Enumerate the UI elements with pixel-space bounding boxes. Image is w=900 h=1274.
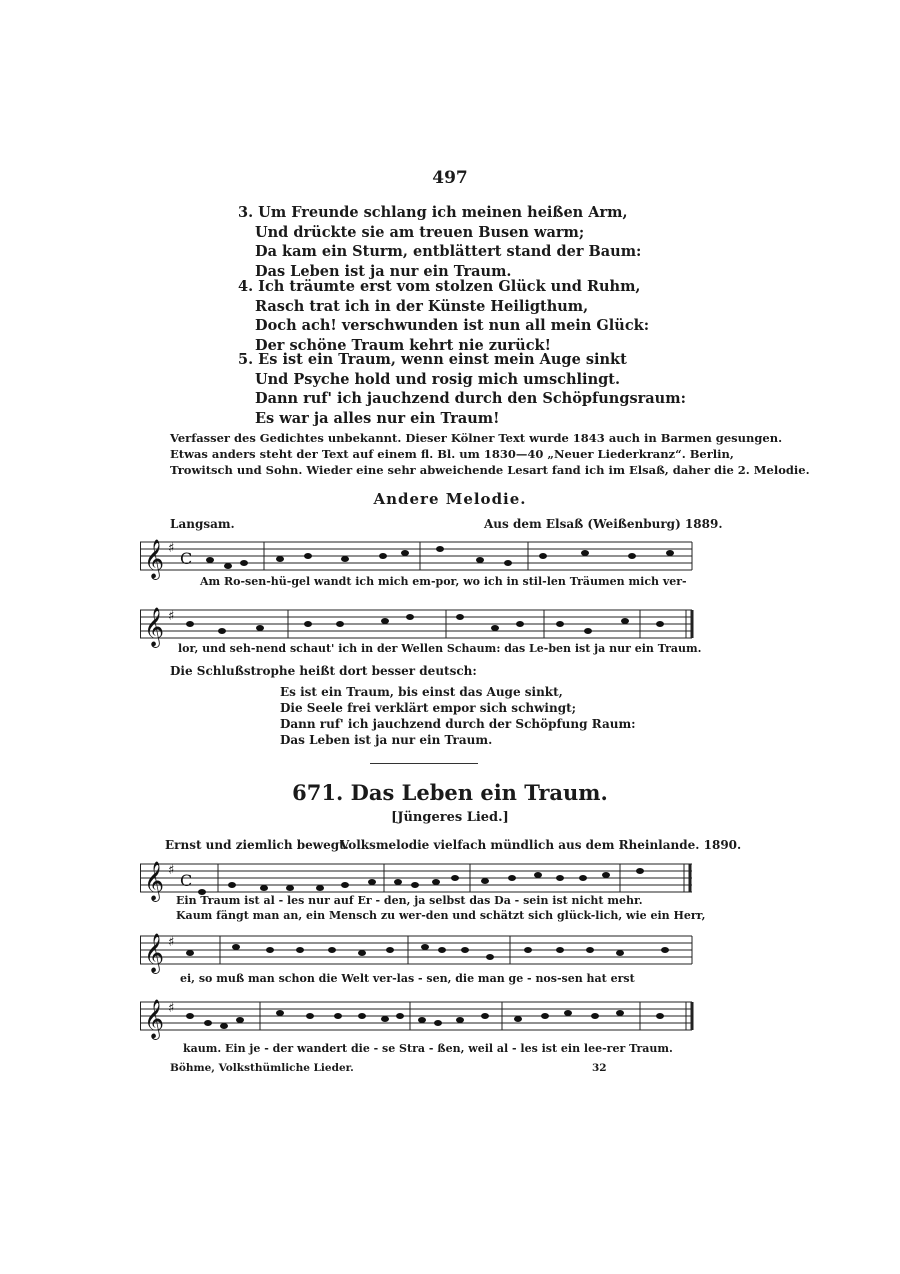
section-heading: Andere Melodie. bbox=[373, 490, 527, 508]
song-title: 671. Das Leben ein Traum. bbox=[292, 780, 608, 805]
music-staff bbox=[140, 990, 696, 1045]
svg-text:𝄞: 𝄞 bbox=[144, 999, 165, 1039]
svg-text:𝄞: 𝄞 bbox=[144, 539, 165, 579]
stanza-line: 4. Ich träumte erst vom stolzen Glück und Ruhm, bbox=[238, 278, 641, 295]
verse-line: Die Seele frei verklärt empor sich schwingt; bbox=[280, 701, 577, 715]
verse-line: Dann ruf' ich jauchzend durch der Schöpfung Raum: bbox=[280, 717, 636, 731]
stanza-line: Rasch trat ich in der Künste Heiligthum, bbox=[255, 297, 589, 315]
svg-text:C: C bbox=[180, 871, 193, 890]
stanza-3 bbox=[238, 203, 641, 281]
tempo-marking: Ernst und ziemlich bewegt. bbox=[165, 838, 349, 852]
note-line: Verfasser des Gedichtes unbekannt. Dieser Kölner Text wurde 1843 auch in Barmen gesungen. bbox=[170, 431, 783, 445]
stanza-line: Es war ja alles nur ein Traum! bbox=[255, 409, 500, 427]
signature-mark: 32 bbox=[592, 1062, 607, 1074]
verse-intro: Die Schlußstrophe heißt dort besser deutsch: bbox=[170, 664, 477, 678]
stanza-line: Und drückte sie am treuen Busen warm; bbox=[255, 223, 585, 241]
melody-source: Volksmelodie vielfach mündlich aus dem Rheinlande. 1890. bbox=[340, 838, 742, 852]
footer-source: Böhme, Volksthümliche Lieder. bbox=[170, 1062, 354, 1074]
svg-text:𝄞: 𝄞 bbox=[144, 861, 165, 901]
stanza-line: Und Psyche hold und rosig mich umschlingt. bbox=[255, 370, 620, 388]
page-number: 497 bbox=[432, 168, 468, 188]
stanza-line: Da kam ein Sturm, entblättert stand der Baum: bbox=[255, 243, 642, 260]
section-divider bbox=[370, 763, 478, 764]
svg-text:♯: ♯ bbox=[168, 863, 175, 878]
stanza-line: Das Leben ist ja nur ein Traum. bbox=[255, 262, 512, 280]
alternate-verse bbox=[280, 684, 636, 748]
melody-source: Aus dem Elsaß (Weißenburg) 1889. bbox=[484, 517, 723, 531]
verse-line: Das Leben ist ja nur ein Traum. bbox=[280, 733, 493, 747]
svg-text:♯: ♯ bbox=[168, 935, 175, 950]
editorial-note bbox=[170, 430, 810, 478]
stanza-5 bbox=[238, 350, 686, 428]
lyrics-line: Am Ro-sen-hü-gel wandt ich mich em-por, wo ich in stil-len Träumen mich ver- bbox=[200, 575, 687, 588]
svg-text:♯: ♯ bbox=[168, 609, 175, 624]
music-staff bbox=[140, 924, 696, 979]
svg-text:𝄞: 𝄞 bbox=[144, 933, 165, 973]
svg-text:♯: ♯ bbox=[168, 1001, 175, 1016]
stanza-4 bbox=[238, 277, 649, 355]
stanza-line: Doch ach! verschwunden ist nun all mein Glück: bbox=[255, 317, 650, 334]
stanza-line: Der schöne Traum kehrt nie zurück! bbox=[255, 336, 551, 354]
lyrics-line: ei, so muß man schon die Welt ver-las - sen, die man ge - nos-sen hat erst bbox=[180, 972, 635, 985]
lyrics-line: lor, und seh-nend schaut' ich in der Wellen Schaum: das Le-ben ist ja nur ein Traum. bbox=[178, 642, 702, 655]
note-line: Trowitsch und Sohn. Wieder eine sehr abweichende Lesart fand ich im Elsaß, daher die 2. Melodie. bbox=[170, 463, 810, 477]
stanza-line: 3. Um Freunde schlang ich meinen heißen Arm, bbox=[238, 204, 628, 221]
tempo-marking: Langsam. bbox=[170, 517, 235, 531]
lyrics-line: Ein Traum ist al - les nur auf Er - den, ja selbst das Da - sein ist nicht mehr. bbox=[176, 894, 643, 907]
svg-text:♯: ♯ bbox=[168, 541, 175, 556]
stanza-line: Dann ruf' ich jauchzend durch den Schöpfungsraum: bbox=[255, 390, 686, 407]
verse-line: Es ist ein Traum, bis einst das Auge sinkt, bbox=[280, 685, 563, 699]
note-line: Etwas anders steht der Text auf einem fl. Bl. um 1830—40 „Neuer Liederkranz“. Berlin, bbox=[170, 447, 734, 461]
svg-text:𝄞: 𝄞 bbox=[144, 607, 165, 647]
stanza-line: 5. Es ist ein Traum, wenn einst mein Auge sinkt bbox=[238, 351, 627, 368]
svg-text:C: C bbox=[180, 549, 193, 568]
song-subtitle: [Jüngeres Lied.] bbox=[391, 810, 509, 825]
lyrics-line: kaum. Ein je - der wandert die - se Stra - ßen, weil al - les ist ein lee-rer Traum. bbox=[183, 1042, 673, 1055]
lyrics-line: Kaum fängt man an, ein Mensch zu wer-den und schätzt sich glück-lich, wie ein Herr, bbox=[176, 909, 706, 922]
